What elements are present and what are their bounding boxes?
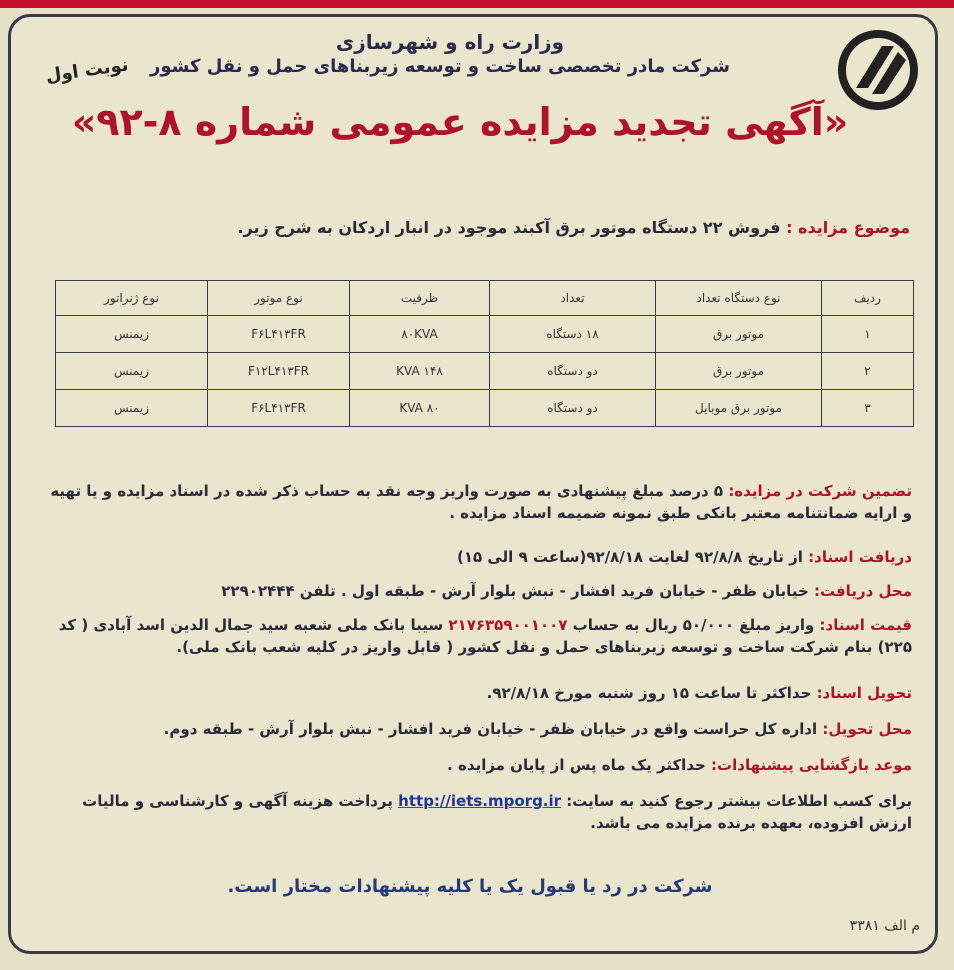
delivery-section [38,682,912,704]
guarantee-section [38,480,912,524]
price-text-b: سیبا بانک ملی شعبه سید جمال الدین اسد آبادی ( کد ۲۲۵) بنام شرکت ساخت و توسعه زیربناهای حمل و نقل کشور ( قابل واریز در کلیه شعب بانک ملی). [58,616,912,656]
subject-text: فروش ۲۲ دستگاه موتور برق آکبند موجود در انبار اردکان به شرح زیر. [237,218,781,237]
table-cell: زیمنس [56,353,208,390]
table-row [56,353,914,390]
website-link[interactable]: http://iets.mporg.ir [398,792,562,810]
header-cell: نوع موتور [208,281,350,316]
guarantee-label: تضمین شرکت در مزایده: [728,482,912,500]
table-cell: دو دستگاه [490,390,656,427]
header-cell: ردیف [822,281,914,316]
table-cell: ۳ [822,390,914,427]
top-red-strip [0,0,954,8]
receive-section [38,546,912,568]
place-section [38,580,912,602]
table-cell: زیمنس [56,390,208,427]
table-cell: ۸۰KVA [350,316,490,353]
table-row [56,390,914,427]
receive-text: از تاریخ ۹۲/۸/۸ لغایت ۹۲/۸/۱۸(ساعت ۹ الی ۱۵) [456,548,803,566]
price-label: قیمت اسناد: [819,616,912,634]
price-text-a: واریز مبلغ ۵۰/۰۰۰ ریال به حساب [572,616,815,634]
table-cell: ۲ [822,353,914,390]
header-cell: نوع دستگاه تعداد [656,281,822,316]
delivery-place-label: محل تحویل: [822,720,912,738]
table-cell: F۶L۴۱۳FR [208,316,350,353]
ministry-name: وزارت راه و شهرسازی [335,30,565,54]
delivery-label: تحویل اسناد: [816,684,912,702]
info-section [38,790,912,834]
place-label: محل دریافت: [813,582,912,600]
company-logo-icon [838,30,918,110]
info-text-a: برای کسب اطلاعات بیشتر رجوع کنید به سایت: [566,792,912,810]
closing-statement: شرکت در رد یا قبول یک یا کلیه پیشنهادات مختار است. [227,876,713,897]
price-section [38,614,912,658]
delivery-place-section [38,718,912,740]
table-cell: F۶L۴۱۳FR [208,390,350,427]
header-cell: نوع ژنراتور [56,281,208,316]
opening-section [38,754,912,776]
opening-text: حداکثر یک ماه پس از پایان مزایده . [447,756,706,774]
table-cell: ۱ [822,316,914,353]
table-header-row [56,281,914,316]
info-text-b: پرداخت هزینه آگهی و کارشناسی و مالیات ارزش افزوده، بعهده برنده مزایده می باشد. [82,792,912,832]
table-cell: ۱۸ دستگاه [490,316,656,353]
table-cell: ۱۴۸ KVA [350,353,490,390]
equipment-table [55,280,914,427]
table-cell: زیمنس [56,316,208,353]
guarantee-text: ۵ درصد مبلغ پیشنهادی به صورت واریز وجه نقد به حساب ذکر شده در اسناد مزایده و یا تهیه و ارایه ضمانتنامه معتبر بانکی طبق نمونه ضمیمه اسناد مزایده . [50,482,912,522]
table-cell: موتور برق موبایل [656,390,822,427]
delivery-place-text: اداره کل حراست واقع در خیابان ظفر - خیابان فرید افشار - نبش بلوار آرش - طبقه دوم. [163,720,818,738]
auction-subject [40,218,910,237]
account-number: ۲۱۷۶۳۵۹۰۰۱۰۰۷ [448,616,568,634]
header-cell: تعداد [490,281,656,316]
place-text: خیابان ظفر - خیابان فرید افشار - نبش بلوار آرش - طبقه اول . تلفن ۲۲۹۰۲۴۴۴ [221,582,809,600]
table-cell: ۸۰ KVA [350,390,490,427]
table-cell: F۱۲L۴۱۳FR [208,353,350,390]
header-cell: ظرفیت [350,281,490,316]
opening-label: موعد بازگشایی پیشنهادات: [711,756,912,774]
table-cell: موتور برق [656,316,822,353]
subject-label: موضوع مزایده : [786,218,910,237]
edition-label: نوبت اول [44,54,130,87]
table-cell: دو دستگاه [490,353,656,390]
delivery-text: حداکثر تا ساعت ۱۵ روز شنبه مورخ ۹۲/۸/۱۸. [486,684,812,702]
ad-code: م الف ۳۳۸۱ [849,918,920,934]
page-title: «آگهی تجدید مزایده عمومی شماره ۸-۹۲» [71,100,849,144]
receive-label: دریافت اسناد: [808,548,912,566]
company-name: شرکت مادر تخصصی ساخت و توسعه زیربناهای حمل و نقل کشور [150,56,730,77]
table-cell: موتور برق [656,353,822,390]
table-row [56,316,914,353]
